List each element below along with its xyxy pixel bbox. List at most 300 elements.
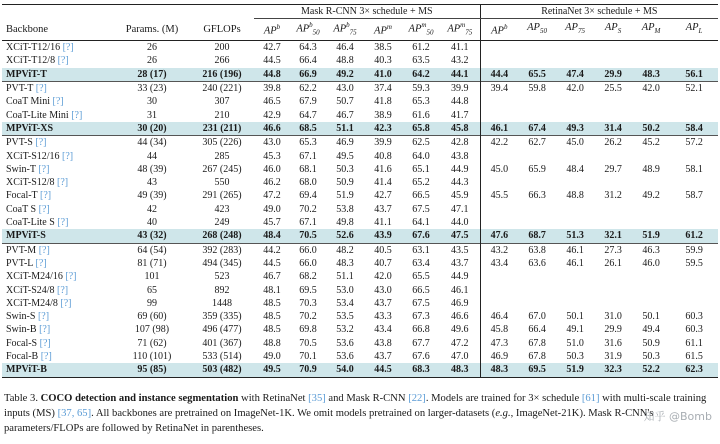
retinanet-metric-cell: 58.4 — [670, 122, 718, 136]
table-row — [2, 323, 718, 336]
gflops-cell: 305 (226) — [190, 136, 254, 150]
backbone-name: MPViT-S — [6, 230, 46, 242]
table-row — [2, 82, 718, 96]
retinanet-metric-cell: 25.5 — [594, 82, 632, 96]
retinanet-metric-cell: 42.2 — [480, 136, 518, 150]
mask-rcnn-metric-cell: 46.7 — [336, 109, 354, 121]
params-cell: 33 (23) — [114, 82, 190, 96]
backbone-name: PVT-S — [6, 137, 33, 149]
citation-link[interactable]: [?] — [38, 163, 50, 175]
mask-rcnn-metric-cell: 54.0 — [326, 363, 364, 377]
mask-rcnn-metric-cell: 43.5 — [440, 243, 480, 257]
retinanet-metric-cell — [594, 203, 632, 216]
citation-link[interactable]: [?] — [39, 324, 51, 336]
citation-link[interactable]: [61] — [581, 393, 600, 404]
table-row — [2, 95, 718, 108]
metric-header-ret-apm: $AP_M$ — [632, 19, 670, 41]
mask-rcnn-metric-cell: 42.8 — [440, 136, 480, 150]
retinanet-metric-cell: 50.9 — [642, 337, 660, 349]
retinanet-metric-cell: 50.2 — [632, 122, 670, 136]
params-cell: 43 (32) — [114, 229, 190, 243]
table-row — [2, 310, 718, 323]
mask-rcnn-metric-cell: 62.5 — [402, 136, 440, 150]
retinanet-metric-cell — [632, 297, 670, 310]
mask-rcnn-metric-cell: 67.3 — [412, 311, 430, 323]
retinanet-metric-cell: 51.9 — [556, 363, 594, 377]
table-row — [2, 257, 718, 270]
retinanet-metric-cell — [670, 216, 718, 229]
retinanet-metric-cell: 52.1 — [670, 82, 718, 96]
metric-header-apb50: $AP^b_{50}$ — [290, 19, 326, 41]
mask-rcnn-metric-cell: 65.8 — [402, 122, 440, 136]
params-cell: 81 (71) — [137, 257, 167, 269]
retinanet-metric-cell — [594, 270, 632, 283]
mask-rcnn-metric-cell: 63.4 — [412, 257, 430, 269]
mask-rcnn-metric-cell: 49.6 — [451, 324, 469, 336]
retinanet-metric-cell — [480, 216, 518, 229]
mask-rcnn-metric-cell: 42.3 — [364, 122, 402, 136]
backbone-cell — [2, 82, 114, 96]
retinanet-metric-cell: 26.1 — [604, 257, 622, 269]
gflops-cell: 533 (514) — [202, 351, 242, 363]
citation-link[interactable]: [?] — [60, 297, 72, 309]
mask-rcnn-metric-cell: 43.0 — [326, 82, 364, 96]
mask-rcnn-metric-cell: 47.5 — [440, 229, 480, 243]
backbone-name: XCiT-T12/8 — [6, 55, 56, 67]
retinanet-metric-cell — [670, 176, 718, 189]
backbone-cell — [2, 54, 114, 67]
citation-link[interactable]: [?] — [62, 150, 74, 162]
mask-rcnn-metric-cell: 44.2 — [254, 243, 290, 257]
gflops-cell: 266 — [214, 55, 230, 67]
metric-header-ret-apb: $AP^b$ — [480, 19, 518, 41]
mask-rcnn-metric-cell: 46.2 — [263, 177, 281, 189]
backbone-cell — [2, 150, 114, 163]
gflops-cell: 401 (367) — [202, 337, 242, 349]
gflops-cell: 249 — [214, 217, 230, 229]
mask-rcnn-metric-cell: 70.2 — [299, 203, 317, 215]
retinanet-metric-cell: 49.1 — [566, 324, 584, 336]
backbone-name: Focal-T — [6, 190, 38, 202]
retinanet-metric-cell: 49.3 — [556, 122, 594, 136]
table-row — [2, 189, 718, 202]
table-row — [2, 54, 718, 67]
mask-rcnn-metric-cell: 67.1 — [299, 150, 317, 162]
backbone-header: Backbone — [2, 19, 114, 41]
retinanet-metric-cell: 31.2 — [604, 190, 622, 202]
table-row — [2, 163, 718, 176]
retinanet-metric-cell: 48.8 — [566, 190, 584, 202]
params-cell: 44 — [147, 150, 157, 162]
mask-rcnn-metric-cell: 43.8 — [374, 337, 392, 349]
retinanet-metric-cell — [480, 297, 518, 310]
params-cell: 42 — [147, 203, 157, 215]
mask-rcnn-metric-cell: 41.1 — [374, 217, 392, 229]
retinanet-metric-cell: 61.2 — [670, 229, 718, 243]
table-row — [2, 229, 718, 243]
retinanet-metric-cell: 43.2 — [480, 243, 518, 257]
retinanet-metric-cell — [632, 41, 670, 55]
mask-rcnn-metric-cell: 46.9 — [326, 136, 364, 150]
retinanet-metric-cell: 69.5 — [518, 363, 556, 377]
mask-rcnn-metric-cell: 38.5 — [374, 42, 392, 54]
mask-rcnn-metric-cell: 41.7 — [451, 109, 469, 121]
params-cell: 107 (98) — [134, 324, 170, 336]
mask-rcnn-metric-cell: 37.4 — [364, 82, 402, 96]
retinanet-metric-cell — [518, 284, 556, 297]
mask-rcnn-metric-cell: 47.0 — [451, 351, 469, 363]
params-cell: 40 — [147, 217, 157, 229]
gflops-cell: 268 (248) — [190, 229, 254, 243]
backbone-cell — [2, 350, 114, 363]
gflops-cell: 494 (345) — [202, 257, 242, 269]
retinanet-metric-cell — [594, 109, 632, 122]
params-cell: 101 — [144, 271, 160, 283]
gflops-cell: 423 — [214, 203, 230, 215]
retinanet-metric-cell: 56.1 — [670, 68, 718, 82]
retinanet-metric-cell: 48.3 — [632, 68, 670, 82]
table-row — [2, 243, 718, 257]
backbone-name: XCiT-S12/16 — [6, 150, 60, 162]
retinanet-metric-cell — [594, 150, 632, 163]
backbone-name: XCiT-S12/8 — [6, 177, 55, 189]
retinanet-metric-cell: 32.1 — [594, 229, 632, 243]
backbone-name: CoaT S — [6, 203, 37, 215]
retinanet-metric-cell — [480, 95, 518, 108]
backbone-cell — [2, 95, 114, 108]
retinanet-metric-cell: 67.8 — [528, 337, 546, 349]
mask-rcnn-metric-cell: 42.0 — [374, 271, 392, 283]
citation-link[interactable]: [?] — [37, 311, 50, 323]
mask-rcnn-metric-cell: 49.5 — [254, 363, 290, 377]
mask-rcnn-metric-cell: 43.3 — [374, 311, 392, 323]
mask-rcnn-metric-cell: 63.5 — [412, 55, 430, 67]
mask-rcnn-metric-cell: 53.6 — [336, 351, 354, 363]
citation-link[interactable]: [?] — [35, 257, 47, 269]
params-cell: 44 (34) — [114, 136, 190, 150]
retinanet-metric-cell — [480, 41, 518, 55]
params-cell: 71 (62) — [137, 337, 167, 349]
retinanet-metric-cell: 42.0 — [632, 82, 670, 96]
metric-header-apm50: $AP^m_{50}$ — [402, 19, 440, 41]
retinanet-metric-cell: 50.1 — [566, 311, 584, 323]
backbone-cell — [2, 163, 114, 176]
table-row — [2, 150, 718, 163]
mask-rcnn-metric-cell: 67.6 — [402, 229, 440, 243]
retinanet-metric-cell: 46.0 — [642, 257, 660, 269]
mask-rcnn-metric-cell: 65.1 — [412, 163, 430, 175]
retinanet-metric-cell: 29.7 — [604, 163, 622, 175]
params-cell: 95 (85) — [114, 363, 190, 377]
retinanet-metric-cell: 46.4 — [480, 310, 518, 323]
mask-rcnn-metric-cell: 48.8 — [336, 55, 354, 67]
mask-rcnn-metric-cell: 67.6 — [412, 351, 430, 363]
mask-rcnn-metric-cell: 48.5 — [263, 324, 281, 336]
mask-rcnn-metric-cell: 51.9 — [336, 190, 354, 202]
retinanet-metric-cell — [632, 270, 670, 283]
mask-rcnn-metric-cell: 43.7 — [374, 351, 392, 363]
citation-link[interactable]: [22] — [408, 393, 426, 404]
backbone-name: XCiT-S24/8 — [6, 284, 55, 296]
retinanet-metric-cell: 46.1 — [480, 122, 518, 136]
gflops-header: GFLOPs — [190, 19, 254, 41]
retinanet-metric-cell — [632, 284, 670, 297]
backbone-name: PVT-M — [6, 244, 37, 256]
retinanet-metric-cell: 61.5 — [685, 351, 703, 363]
citation-link[interactable]: [?] — [38, 203, 50, 215]
mask-rcnn-metric-cell: 45.3 — [263, 150, 281, 162]
backbone-cell — [2, 122, 114, 136]
mask-rcnn-metric-cell: 44.0 — [451, 217, 469, 229]
citation-link[interactable]: [?] — [57, 55, 69, 67]
retinanet-metric-cell — [632, 109, 670, 122]
citation-link[interactable]: [?] — [57, 177, 69, 189]
mask-rcnn-metric-cell: 66.9 — [290, 68, 326, 82]
mask-rcnn-metric-cell: 66.8 — [412, 324, 430, 336]
retinanet-metric-cell — [518, 109, 556, 122]
citation-link[interactable]: [?] — [38, 244, 50, 256]
backbone-name: CoaT-Lite Mini — [6, 109, 69, 121]
mask-rcnn-metric-cell: 44.9 — [451, 163, 469, 175]
citation-link[interactable]: [35] — [308, 393, 326, 404]
mask-rcnn-metric-cell: 64.2 — [402, 68, 440, 82]
mask-rcnn-metric-cell: 43.0 — [254, 136, 290, 150]
mask-rcnn-metric-cell: 59.3 — [402, 82, 440, 96]
mask-rcnn-metric-cell: 43.7 — [374, 297, 392, 309]
table-row — [2, 41, 718, 55]
metric-header-ret-ap50: $AP_{50}$ — [518, 19, 556, 41]
mask-rcnn-metric-cell: 53.5 — [336, 311, 354, 323]
retinanet-metric-cell: 59.8 — [518, 82, 556, 96]
params-cell: 30 (20) — [114, 122, 190, 136]
gflops-cell: 892 — [214, 284, 230, 296]
mask-rcnn-metric-cell: 65.2 — [412, 177, 430, 189]
gflops-cell: 200 — [214, 42, 230, 54]
retinanet-metric-cell — [556, 150, 594, 163]
table-caption: Table 3. COCO detection and instance segmentation with RetinaNet [35] and Mask R-CNN [22]. Models are trained for 3× schedule [61] with multi-scale training inputs (MS) [37, 65]. All backbones are pretrained on ImageNet-1K. We omit models pretrained on larger-datasets (e.g., ImageNet-21K). Mask R-CNN's parameters/FLOPs are followed by RetinaNet in parentheses. — [4, 393, 707, 434]
mask-rcnn-metric-cell: 53.0 — [336, 284, 354, 296]
results-table — [2, 4, 718, 378]
retinanet-metric-cell: 32.3 — [594, 363, 632, 377]
retinanet-metric-cell: 58.1 — [685, 163, 703, 175]
retinanet-metric-cell — [670, 203, 718, 216]
mask-rcnn-metric-cell: 48.3 — [440, 363, 480, 377]
retinanet-metric-cell — [594, 284, 632, 297]
retinanet-metric-cell: 67.4 — [518, 122, 556, 136]
backbone-cell — [2, 243, 114, 257]
citation-link[interactable]: [?] — [57, 217, 69, 229]
mask-rcnn-metric-cell: 46.4 — [336, 42, 354, 54]
mask-rcnn-metric-cell: 47.2 — [263, 190, 281, 202]
backbone-name: Swin-S — [6, 311, 36, 323]
citation-link[interactable]: [?] — [40, 351, 52, 363]
backbone-cell — [2, 270, 114, 283]
retinanet-metric-cell: 66.4 — [528, 324, 546, 336]
retinanet-metric-cell: 62.7 — [518, 136, 556, 150]
retinanet-metric-cell: 49.4 — [642, 324, 660, 336]
mask-rcnn-metric-cell: 65.3 — [290, 136, 326, 150]
backbone-name: MPViT-B — [6, 364, 47, 376]
backbone-name: PVT-L — [6, 257, 34, 269]
params-cell: 99 — [147, 297, 157, 309]
retinanet-metric-cell — [670, 41, 718, 55]
params-cell: 30 — [147, 96, 157, 108]
retinanet-metric-cell: 52.2 — [632, 363, 670, 377]
metric-header-apb: $AP^b$ — [254, 19, 290, 41]
mask-rcnn-metric-cell: 43.9 — [364, 229, 402, 243]
retinanet-metric-cell: 45.0 — [556, 136, 594, 150]
mask-rcnn-metric-cell: 49.8 — [336, 217, 354, 229]
retinanet-metric-cell: 46.1 — [566, 257, 584, 269]
table-row — [2, 68, 718, 82]
citation-link[interactable]: [?] — [65, 271, 77, 283]
mask-rcnn-metric-cell: 38.9 — [374, 109, 392, 121]
mask-rcnn-metric-cell: 50.7 — [336, 96, 354, 108]
table-row — [2, 297, 718, 310]
retinanet-metric-cell — [518, 203, 556, 216]
mask-rcnn-metric-cell: 43.7 — [374, 203, 392, 215]
mask-rcnn-metric-cell: 48.5 — [263, 297, 281, 309]
metric-header-apb75: $AP^b_{75}$ — [326, 19, 364, 41]
mask-rcnn-metric-cell: 43.8 — [451, 150, 469, 162]
retinanet-metric-cell — [632, 216, 670, 229]
citation-link[interactable]: [?] — [71, 109, 83, 121]
mask-rcnn-metric-cell: 46.9 — [451, 297, 469, 309]
mask-rcnn-metric-cell: 42.7 — [263, 42, 281, 54]
retinanet-metric-cell — [556, 203, 594, 216]
mask-rcnn-metric-cell: 39.9 — [440, 82, 480, 96]
retinanet-metric-cell: 46.1 — [556, 243, 594, 257]
mask-rcnn-metric-cell: 53.4 — [336, 297, 354, 309]
backbone-name: CoaT Mini — [6, 96, 50, 108]
backbone-cell — [2, 136, 114, 150]
citation-link[interactable]: [?] — [62, 42, 74, 54]
retinanet-metric-cell — [632, 203, 670, 216]
mask-rcnn-metric-cell: 45.9 — [451, 190, 469, 202]
mask-rcnn-metric-cell: 65.5 — [412, 271, 430, 283]
retinanet-metric-cell: 43.4 — [480, 257, 518, 270]
mask-rcnn-metric-cell: 46.5 — [263, 96, 281, 108]
retinanet-metric-cell — [594, 297, 632, 310]
mask-rcnn-metric-cell: 64.3 — [299, 42, 317, 54]
backbone-cell — [2, 337, 114, 350]
backbone-cell — [2, 297, 114, 310]
retinanet-metric-cell — [670, 270, 718, 283]
params-cell: 26 — [147, 55, 157, 67]
header-row-metrics — [2, 19, 718, 41]
mask-rcnn-metric-cell: 70.3 — [299, 297, 317, 309]
backbone-name: Focal-B — [6, 351, 39, 363]
table-row — [2, 176, 718, 189]
retinanet-metric-cell: 60.3 — [685, 311, 703, 323]
params-cell: 48 (39) — [137, 163, 167, 175]
retinanet-metric-cell: 48.9 — [642, 163, 660, 175]
mask-rcnn-metric-cell: 66.0 — [299, 257, 317, 269]
citation-link[interactable]: [?] — [57, 284, 69, 296]
retinanet-metric-cell: 26.2 — [594, 136, 632, 150]
params-cell: 28 (17) — [114, 68, 190, 82]
mask-rcnn-metric-cell: 46.0 — [263, 163, 281, 175]
mask-rcnn-metric-cell: 43.2 — [451, 55, 469, 67]
metric-header-ret-ap75: $AP_{75}$ — [556, 19, 594, 41]
mask-rcnn-metric-cell: 67.5 — [412, 203, 430, 215]
mask-rcnn-metric-cell: 40.5 — [364, 243, 402, 257]
backbone-cell — [2, 109, 114, 122]
table-row — [2, 363, 718, 377]
mask-rcnn-metric-cell: 41.8 — [374, 96, 392, 108]
retinanet-metric-cell: 48.3 — [480, 363, 518, 377]
citation-link[interactable]: [37, 65] — [57, 408, 92, 419]
mask-rcnn-metric-cell: 64.7 — [299, 109, 317, 121]
citation-link[interactable]: [?] — [35, 137, 47, 149]
mask-rcnn-metric-cell: 53.6 — [336, 337, 354, 349]
caption-label: Table 3. — [4, 393, 38, 404]
retinanet-metric-cell — [594, 41, 632, 55]
retinanet-metric-cell — [480, 150, 518, 163]
citation-link[interactable]: [?] — [39, 190, 52, 202]
backbone-cell — [2, 229, 114, 243]
retinanet-metric-cell: 29.9 — [604, 324, 622, 336]
mask-rcnn-metric-cell: 45.7 — [263, 217, 281, 229]
backbone-cell — [2, 310, 114, 323]
citation-link[interactable]: [?] — [52, 96, 64, 108]
retinanet-metric-cell: 66.3 — [528, 190, 546, 202]
mask-rcnn-metric-cell: 43.7 — [451, 257, 469, 269]
mask-rcnn-metric-cell: 70.5 — [299, 337, 317, 349]
retinanet-metric-cell: 46.3 — [632, 243, 670, 257]
retinanet-metric-cell — [480, 54, 518, 67]
citation-link[interactable]: [?] — [35, 83, 47, 95]
retinanet-metric-cell — [556, 284, 594, 297]
mask-rcnn-metric-cell: 44.5 — [364, 363, 402, 377]
mask-rcnn-metric-cell: 48.2 — [326, 243, 364, 257]
results-body — [2, 41, 718, 377]
mask-rcnn-metric-cell: 48.4 — [254, 229, 290, 243]
mask-rcnn-metric-cell: 48.3 — [336, 257, 354, 269]
mask-rcnn-metric-cell: 68.3 — [402, 363, 440, 377]
mask-rcnn-metric-cell: 69.4 — [299, 190, 317, 202]
params-cell: 43 — [147, 177, 157, 189]
mask-rcnn-metric-cell: 53.8 — [336, 203, 354, 215]
retinanet-metric-cell: 31.4 — [594, 122, 632, 136]
retinanet-metric-cell: 67.8 — [528, 351, 546, 363]
retinanet-metric-cell: 45.2 — [632, 136, 670, 150]
retinanet-metric-cell: 39.4 — [480, 82, 518, 96]
mask-rcnn-metric-cell: 61.2 — [412, 42, 430, 54]
retinanet-metric-cell — [556, 176, 594, 189]
retinanet-metric-cell: 47.3 — [480, 337, 518, 350]
mask-rcnn-metric-cell: 69.8 — [299, 324, 317, 336]
mask-rcnn-metric-cell: 67.5 — [412, 297, 430, 309]
mask-rcnn-metric-cell: 68.2 — [299, 271, 317, 283]
backbone-name: XCiT-M24/16 — [6, 271, 63, 283]
backbone-cell — [2, 323, 114, 336]
backbone-cell — [2, 203, 114, 216]
metric-header-ret-apl: $AP_L$ — [670, 19, 718, 41]
retinanet-metric-cell: 51.9 — [632, 229, 670, 243]
retinanet-metric-cell — [594, 176, 632, 189]
mask-rcnn-metric-cell: 64.0 — [412, 150, 430, 162]
citation-link[interactable]: [?] — [39, 337, 51, 349]
retinanet-metric-cell: 42.0 — [556, 82, 594, 96]
retinanet-metric-cell: 51.0 — [566, 337, 584, 349]
backbone-cell — [2, 216, 114, 229]
gflops-cell: 267 (245) — [202, 163, 242, 175]
backbone-cell — [2, 363, 114, 377]
mask-rcnn-metric-cell: 52.6 — [326, 229, 364, 243]
mask-rcnn-metric-cell: 50.9 — [336, 177, 354, 189]
retinanet-metric-cell — [594, 216, 632, 229]
